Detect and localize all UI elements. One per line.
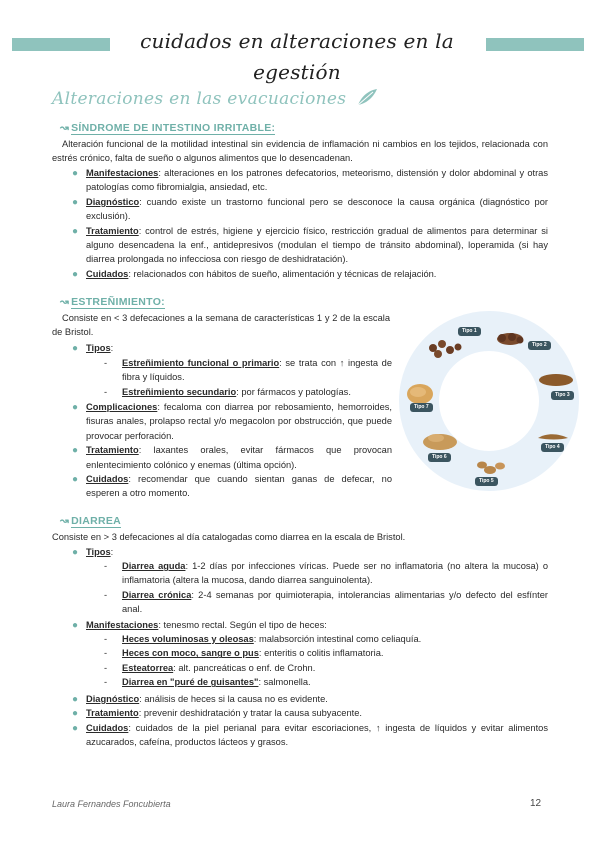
sub-item-text: : por fármacos y patologías. [236,386,351,397]
bullet-icon: ● [72,547,79,558]
bullet-icon: ● [72,722,79,734]
item-text: : laxantes orales, evitar fármacos que provocan enlentecimiento colónico y enemas (última opción). [86,445,392,470]
diarrea-intro: Consiste en > 3 defecaciones al día catalogadas como diarrea en la escala de Bristol. [52,532,406,542]
manif-text: : tenesmo rectal. Según el tipo de heces: [158,620,327,630]
bullet-icon: ● [72,168,79,179]
item-label: Cuidados [86,722,129,733]
dash-icon: - [104,561,108,571]
tipos-label: Tipos [86,547,111,557]
item-text: : cuidados de la piel perianal para evitar escoriaciones, ↑ ingesta de líquidos y evitar alimentos azucarados, cafeína, productos lácteos y grasos. [86,722,548,748]
bullet-icon: ● [72,343,79,354]
estr-list [72,400,392,501]
bristol-label-5: Tipo 5 [475,477,498,486]
list-item: ● Tipos: [86,341,392,355]
sub-item-text: : 1-2 días por infecciones víricas. Puede ser no inflamatoria (no altera la mucosa) o inflamatoria (altera la mucosa, dando diarrea sanguinolenta). [122,561,548,586]
sub-list-item [104,632,548,646]
sub-item-label: Diarrea en "puré de guisantes" [122,677,259,688]
sub-item-label: Esteatorrea [122,662,174,673]
dash-icon: - [104,634,108,644]
header-bar-left [12,38,110,51]
bullet-icon: ● [72,445,79,457]
sub-list-item [104,559,548,588]
arrow-icon: ↝ [60,515,70,527]
list-item [72,472,392,501]
sub-item-text: : salmonella. [258,677,311,688]
item-label: Tratamiento [86,445,139,456]
diarrea-tipos-sublist [104,559,548,617]
leaf-icon [356,87,378,107]
sub-item-text: : 2-4 semanas por quimioterapia, intolerancias alimentarias y/o defecto del esfínter anal. [122,589,548,615]
sii-heading: ↝ SÍNDROME DE INTESTINO IRRITABLE: [60,122,276,134]
diarrea-manif-list [72,618,548,632]
item-label: Cuidados [86,268,129,279]
manif-label: Manifestaciones [86,620,159,630]
diarrea-heces-sublist [104,632,548,690]
sub-list-item [104,588,548,617]
sub-item-label: Heces voluminosas y oleosas [122,634,254,644]
bullet-icon: ● [72,268,79,280]
sub-item-text: : se trata con ↑ ingesta de fibra y líquidos. [122,358,392,383]
list-item [72,618,548,632]
dash-icon: - [104,589,108,600]
dash-icon: - [104,677,108,688]
bullet-icon: ● [72,694,79,705]
sii-intro: Alteración funcional de la motilidad intestinal sin evidencia de inflamación ni cambios en los tejidos, relacionada con estrés crónico, falta de sueño o algunos alimentos que lo desencadenan. [52,139,548,164]
sub-item-label: Diarrea aguda [122,561,186,571]
item-text: : recomendar que cuando sientan ganas de defecar, no esperen a otro momento. [86,474,392,499]
sub-list-item [104,385,392,399]
diarrea-tipos-list [72,545,548,559]
bullet-icon: ● [72,708,79,720]
item-label: Cuidados [86,474,129,485]
list-item [72,166,548,195]
sub-list-item [104,356,392,385]
sub-list-item [104,675,548,689]
bullet-icon: ● [72,402,79,413]
stool-type-6-icon [423,434,457,450]
estr-heading: ↝ ESTREÑIMIENTO: [60,296,165,308]
section-title [52,86,378,112]
list-item [72,224,548,267]
item-text: : análisis de heces si la causa no es evidente. [139,694,328,704]
item-label: Tratamiento [86,708,139,719]
sub-item-label: Heces con moco, sangre o pus [122,648,259,659]
header-bar-right [486,38,584,51]
section-title-text: Alteraciones en las evacuaciones [52,89,347,109]
estr-tipos-list [72,341,392,355]
dash-icon: - [104,386,108,397]
bullet-icon: ● [72,474,79,486]
tipos-label: Tipos [86,343,111,353]
bristol-label-1: Tipo 1 [458,327,481,336]
dash-icon: - [104,358,108,368]
list-item [72,443,392,472]
bristol-label-6: Tipo 6 [428,453,451,462]
diarrea-heading: ↝ DIARREA [60,515,122,527]
bristol-label-7: Tipo 7 [410,403,433,412]
bristol-label-3: Tipo 3 [551,391,574,400]
sub-item-label: Estreñimiento funcional o primario [122,358,280,368]
item-label: Diagnóstico [86,196,140,207]
sub-list-item [104,646,548,660]
sii-list [72,166,548,281]
sub-item-label: Diarrea crónica [122,589,192,600]
stool-type-7-icon [407,384,433,404]
item-text: : relacionados con hábitos de sueño, alimentación y técnicas de relajación. [128,268,437,279]
page-title: cuidados en alteraciones en la egestión [140,29,454,84]
list-item [72,267,548,281]
item-label: Diagnóstico [86,694,140,704]
arrow-icon: ↝ [60,122,70,134]
item-text: : control de estrés, higiene y ejercicio físico, restricción gradual de alimentos para determinar si alguno desencadena la enf., antidepresivos (modulan el tiempo de tránsito abdominal), loperamida (si hay diarrea prolongada no infecciosa con riesgo de deshidratación). [86,225,548,265]
bristol-scale-illustration [398,310,580,492]
item-label: Manifestaciones [86,168,159,178]
estr-intro: Consiste en < 3 defecaciones a la semana de características 1 y 2 de la escala de Bristol. [52,313,390,338]
item-text: : prevenir deshidratación y tratar la causa subyacente. [138,708,362,719]
list-item [72,195,548,224]
list-item [72,721,548,750]
list-item [72,400,392,443]
bullet-icon: ● [72,196,79,208]
diarrea-list [72,692,548,750]
list-item: ● Tipos: [86,545,548,559]
sub-item-text: : malabsorción intestinal como celiaquía. [253,634,422,644]
dash-icon: - [104,662,108,673]
item-text: : cuando existe un trastorno funcional pero se desconoce la causa orgánica (diagnóstico por exclusión). [86,196,548,222]
item-text: : fecaloma con diarrea por rebosamiento, hemorroides, fisuras anales, prolapso rectal y/o megacolon por obstrucción, que puede provocar perforación. [86,402,392,441]
bristol-label-4: Tipo 4 [541,443,564,452]
item-text: : alteraciones en los patrones defecatorios, meteorismo, distensión y dolor abdominal y otras patologías como fibromialgia, ansiedad, etc. [86,168,548,193]
bristol-label-2: Tipo 2 [528,341,551,350]
list-item [72,692,548,706]
arrow-icon: ↝ [60,296,70,308]
item-label: Complicaciones [86,402,158,412]
item-label: Tratamiento [86,225,139,236]
dash-icon: - [104,648,108,659]
sub-item-label: Estreñimiento secundario [122,386,237,397]
estr-tipos-sublist [104,356,392,399]
stool-type-3-icon [539,374,573,386]
page-number: 12 [530,798,542,809]
bullet-icon: ● [72,225,79,237]
bullet-icon: ● [72,620,79,631]
list-item [72,706,548,720]
sub-item-text: : enteritis o colitis inflamatoria. [258,648,384,659]
sub-list-item [104,661,548,675]
sub-item-text: : alt. pancreáticas o enf. de Crohn. [173,662,316,673]
footer-author: Laura Fernandes Foncubierta [52,799,171,809]
